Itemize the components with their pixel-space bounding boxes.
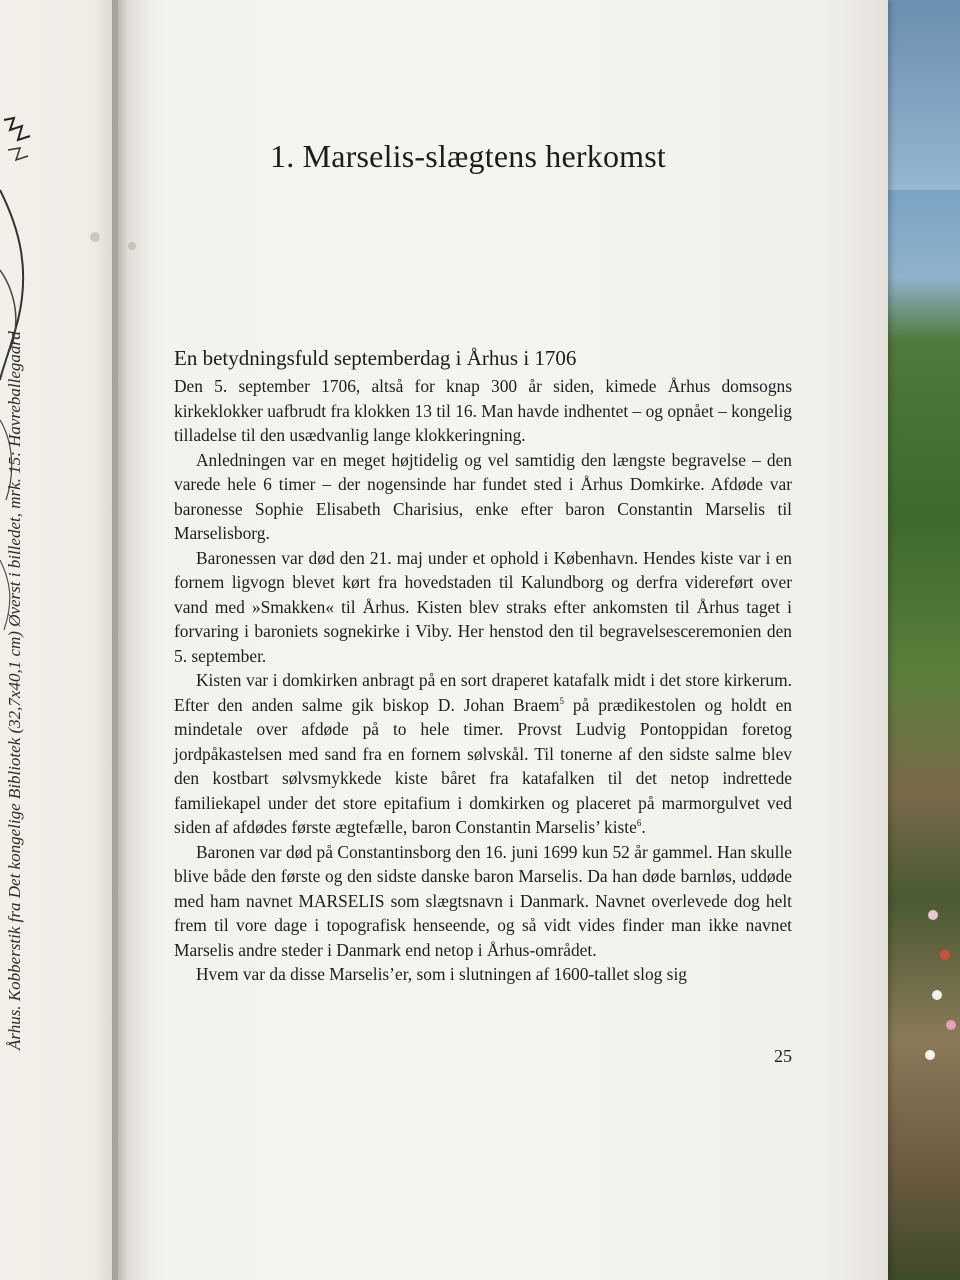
- flower-decoration: [928, 910, 938, 920]
- flower-decoration: [932, 990, 942, 1000]
- paragraph-text: på prædikestolen og holdt en mindetale over afdøde på to hele timer. Provst Ludvig Pontoppidan foretog jordpåkastelsen med sand fra en fornem sølvskål. Til tonerne af den sidste salme blev den kostbart sølvsmykkede kiste båret fra katafalken til det netop indrettede familiekapel under det store epitafium i domkirken og placeret på marmorgulvet ved siden af afdødes første ægtefælle, baron Constantin Marselis’ kiste: [174, 694, 793, 837]
- footnote-ref: 5: [559, 695, 565, 706]
- flower-decoration: [946, 1020, 956, 1030]
- page-number: 25: [774, 1046, 792, 1066]
- paragraph-text: Kisten var i domkirken anbragt på en sort draperet katafalk midt i det store kirkerum. Efter den anden salme gik biskop D. Johan Braem: [174, 670, 792, 715]
- caption-text: [4, 290, 74, 1050]
- paragraph: [174, 668, 792, 840]
- flower-decoration: [925, 1050, 935, 1060]
- chapter-title: 1. Marselis-slægtens herkomst: [270, 138, 666, 174]
- flower-decoration: [940, 950, 950, 960]
- paragraph: Baronessen var død den 21. maj under et ophold i København. Hendes kiste var i en fornem ligvogn blevet kørt fra hovedstaden til Kalundborg og derfra videreført over vand med »Smakken« til Århus. Kisten blev straks efter ankomsten til Århus taget i forvaring i baroniets sognekirke i Viby. Her henstod den til begravelsesceremonien den 5. september.: [174, 547, 792, 666]
- paragraph: Den 5. september 1706, altså for knap 300 år siden, kimede Århus domsogns kirkeklokker uafbrudt fra klokken 13 til 16. Man havde indhentet – og opnået – kongelig tilladelse til den usædvanlig lange klokkeringning.: [174, 376, 792, 445]
- paragraph: Baronen var død på Constantinsborg den 16. juni 1699 kun 52 år gammel. Han skulle blive både den første og den sidste danske baron Marselis. Da han døde barnløs, uddøde med ham navnet MARSELIS som slægtsnavn i Danmark. Navnet overlevede dog helt frem til vore dage i topografisk henseende, og så vidt vides finder man ikke navnet Marselis andre steder i Danmark end netop i Århus-området.: [174, 841, 792, 960]
- rotated-caption: [4, 290, 74, 1050]
- caption-line: Århus. Kobberstik fra Det kongelige Bibliotek (32,7x40,1 cm) Øverst i billedet, mrk. 15: Havreballegaard: [5, 331, 24, 1050]
- paragraph: Anledningen var en meget højtidelig og vel samtidig den længste begravelse – den varede hele 6 timer – der nogensinde har fundet sted i Århus Domkirke. Afdøde var baronesse Sophie Elisabeth Charisius, enke efter baron Constantin Marselis til Marselisborg.: [174, 449, 792, 543]
- body-text: [174, 374, 792, 987]
- paper-stain: [90, 232, 100, 242]
- section-heading: En betydningsfuld septemberdag i Århus i 1706: [174, 346, 577, 370]
- paragraph-text: .: [641, 817, 646, 837]
- paragraph: Hvem var da disse Marselis’er, som i slutningen af 1600-tallet slog sig: [196, 964, 687, 984]
- left-page: [0, 0, 118, 1280]
- right-page: [118, 0, 888, 1280]
- footnote-ref: 6: [636, 818, 642, 829]
- paper-stain: [128, 242, 136, 250]
